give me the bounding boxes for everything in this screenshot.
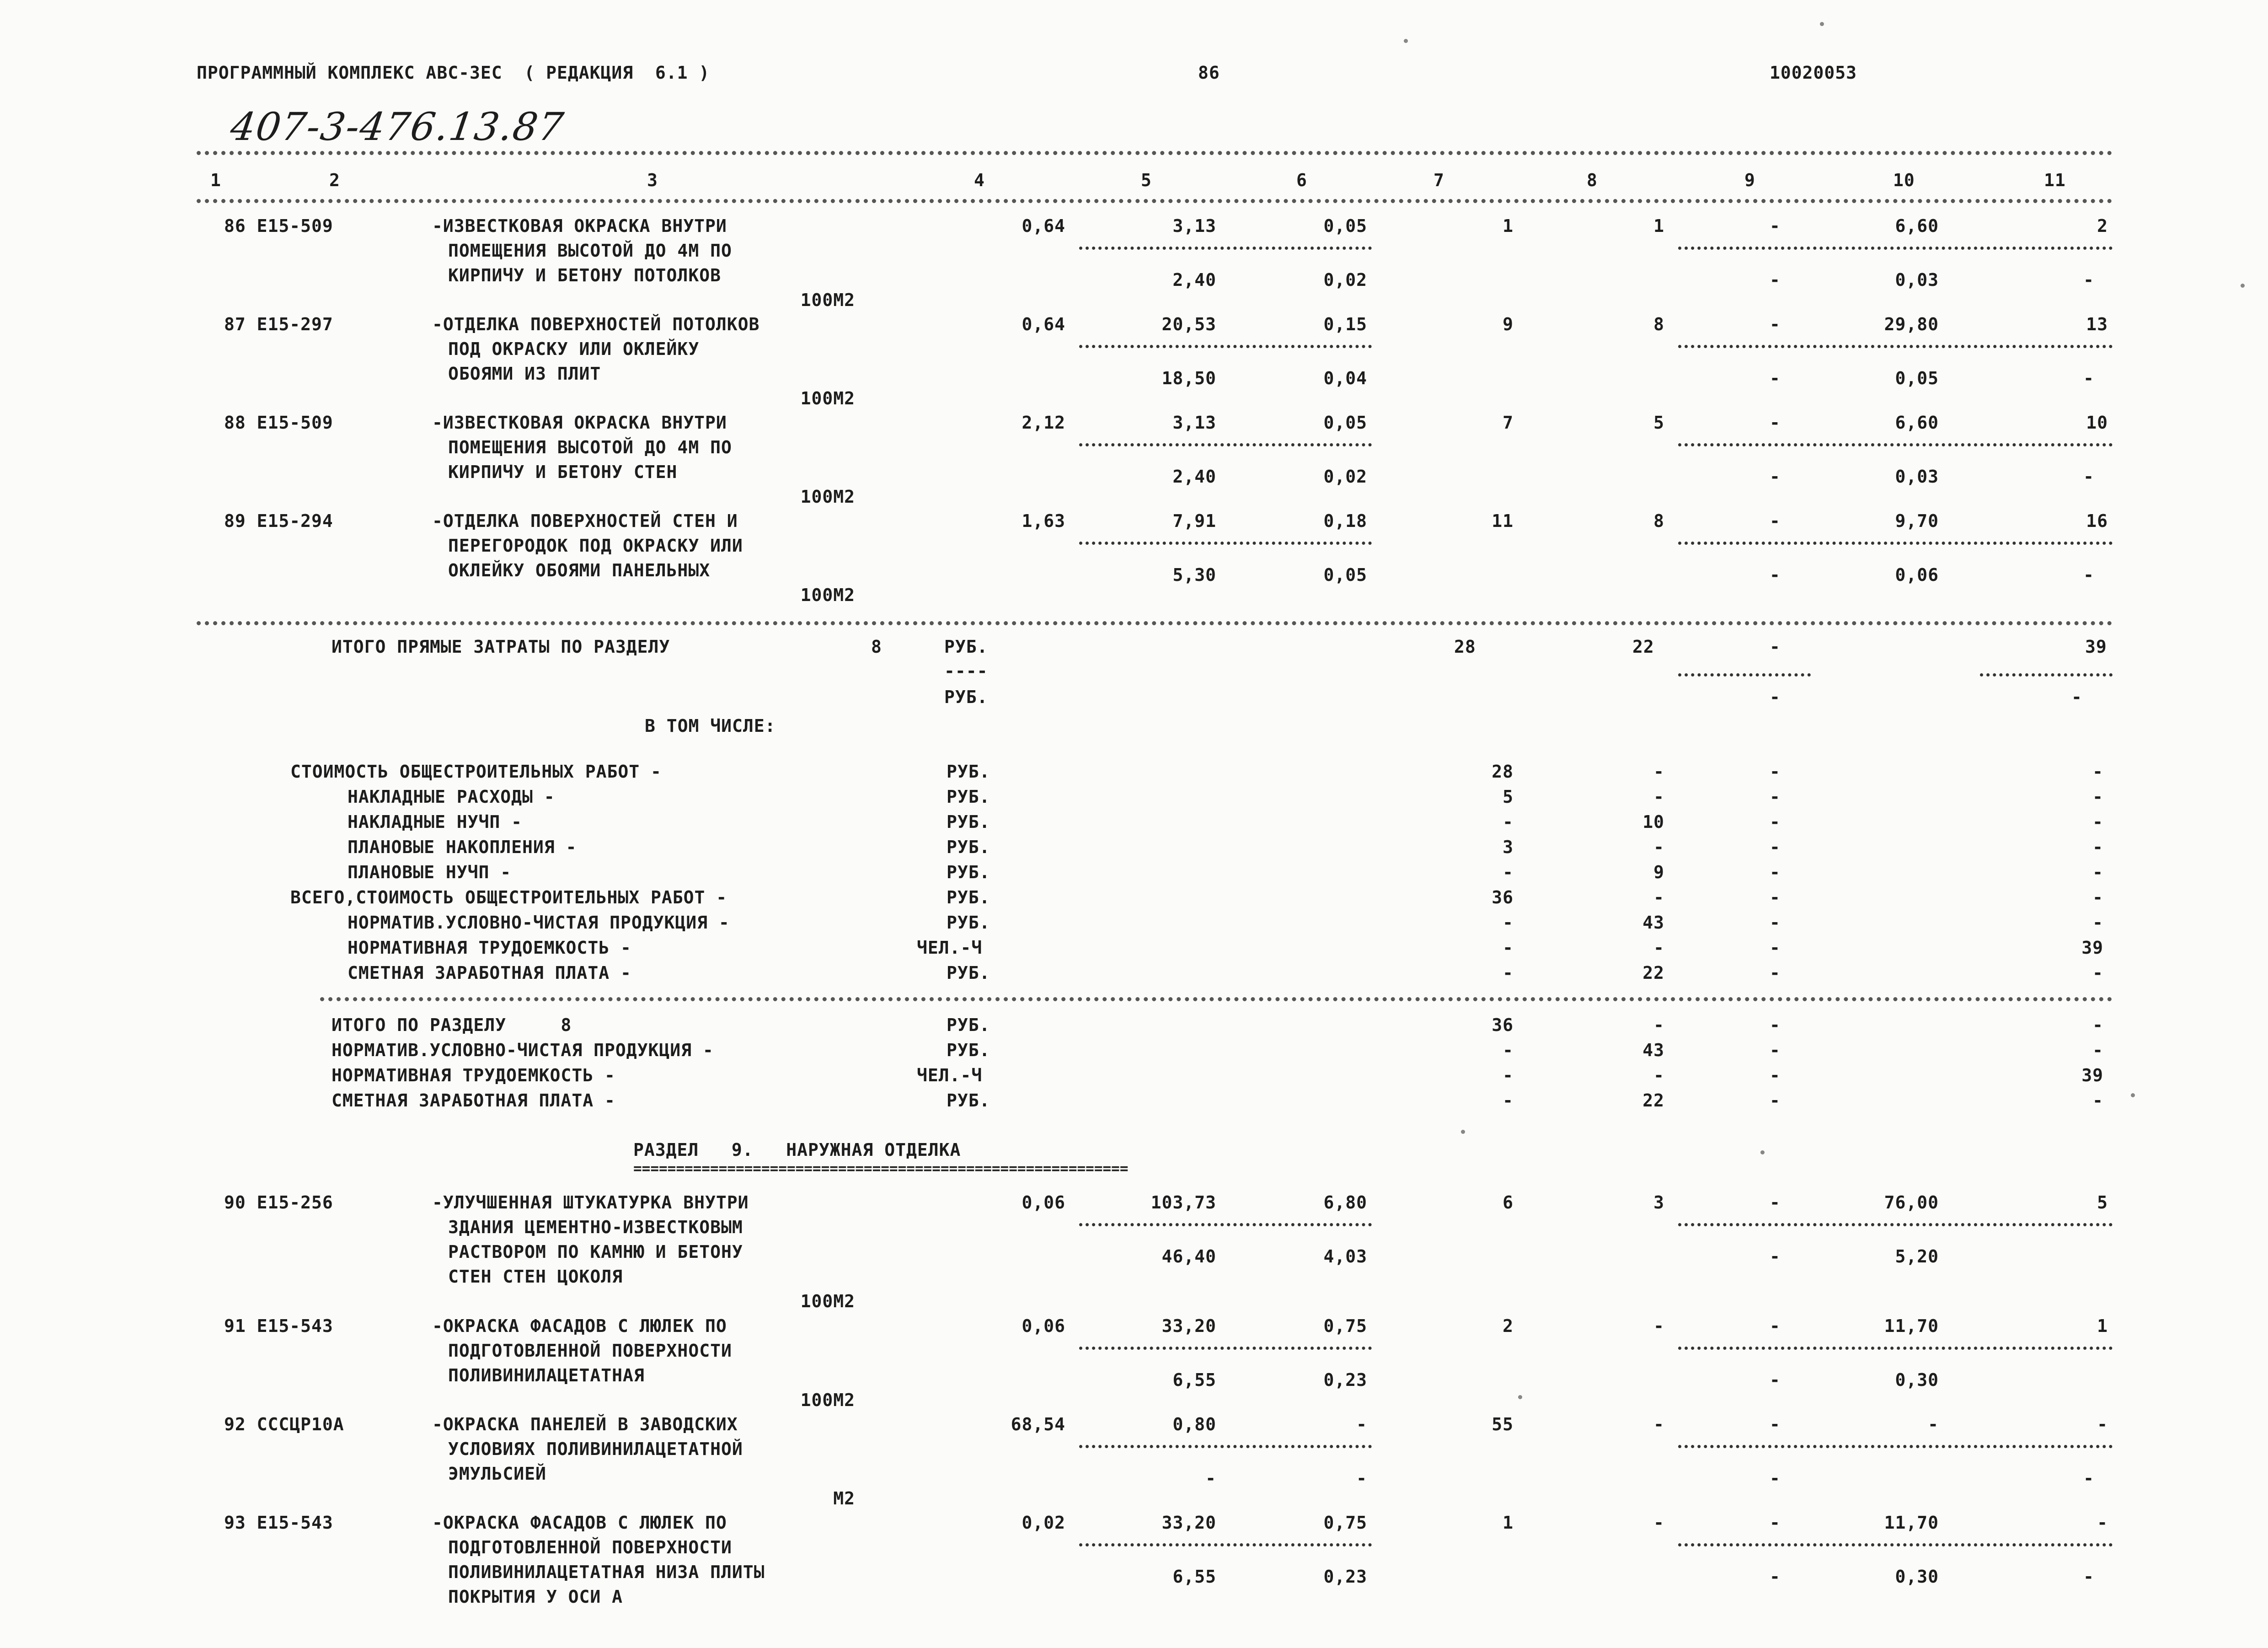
item-id: 90 Е15-256 xyxy=(224,1192,333,1213)
item-price-rule xyxy=(1079,1543,1372,1546)
section-total-c7: - xyxy=(1503,1065,1514,1085)
section-total-c9: - xyxy=(1770,1040,1781,1060)
item-cost-total: 1 xyxy=(1503,1513,1514,1533)
item-price-rule xyxy=(1079,1223,1372,1226)
item-description-line: ПОД ОКРАСКУ ИЛИ ОКЛЕЙКУ xyxy=(448,339,700,359)
item-total-labor-a: - xyxy=(2097,1414,2108,1434)
item-description-line: ПЕРЕГОРОДОК ПОД ОКРАСКУ ИЛИ xyxy=(448,536,743,556)
breakdown-unit: ЧЕЛ.-Ч xyxy=(917,938,983,958)
section-total-c8: - xyxy=(1653,1065,1664,1085)
total-direct-c9-rule xyxy=(1678,673,1811,676)
item-price-total: 33,20 xyxy=(1161,1316,1216,1336)
item-unit: 100М2 xyxy=(800,290,855,310)
item-cost-wages: 8 xyxy=(1653,314,1664,334)
breakdown-c7: - xyxy=(1503,938,1514,958)
breakdown-c9: - xyxy=(1770,963,1781,983)
item-price-machines: - xyxy=(1356,1414,1367,1434)
item-cost-rule xyxy=(1678,1445,2113,1448)
breakdown-c9: - xyxy=(1770,837,1781,857)
item-price-machines: 0,75 xyxy=(1323,1513,1367,1533)
breakdown-label: НАКЛАДНЫЕ РАСХОДЫ - xyxy=(348,787,555,807)
item-cost-total: 6 xyxy=(1503,1192,1514,1213)
item-cost-total: 9 xyxy=(1503,314,1514,334)
item-price-total: 33,20 xyxy=(1161,1513,1216,1533)
breakdown-c11: - xyxy=(2092,913,2103,933)
breakdown-label: ПЛАНОВЫЕ НУЧП - xyxy=(348,862,512,882)
item-id: 92 СССЦР10А xyxy=(224,1414,344,1434)
item-price-machine-wages: 0,02 xyxy=(1323,467,1367,487)
item-norm-b: 0,03 xyxy=(1895,270,1939,290)
breakdown-c9: - xyxy=(1770,887,1781,907)
breakdown-c11: 39 xyxy=(2081,938,2103,958)
section-total-c7: - xyxy=(1503,1040,1514,1060)
item-description-line: ЗДАНИЯ ЦЕМЕНТНО-ИЗВЕСТКОВЫМ xyxy=(448,1217,743,1237)
total-direct-c11-rule xyxy=(1980,673,2113,676)
breakdown-c9: - xyxy=(1770,812,1781,832)
item-labor-a: - xyxy=(1770,413,1781,433)
item-unit: М2 xyxy=(833,1488,855,1508)
item-quantity: 0,64 xyxy=(1022,216,1065,236)
breakdown-c8: 10 xyxy=(1642,812,1664,832)
col-11-header: 11 xyxy=(2044,170,2066,190)
section-total-c9: - xyxy=(1770,1015,1781,1035)
item-description-line: ПОМЕЩЕНИЯ ВЫСОТОЙ ДО 4М ПО xyxy=(448,241,732,261)
item-description-line: -УЛУЧШЕННАЯ ШТУКАТУРКА ВНУТРИ xyxy=(432,1192,749,1213)
item-unit: 100М2 xyxy=(800,585,855,605)
breakdown-unit: РУБ. xyxy=(947,812,990,832)
item-labor-a: - xyxy=(1770,216,1781,236)
item-price-rule xyxy=(1079,542,1372,545)
breakdown-c8: - xyxy=(1653,938,1664,958)
item-unit: 100М2 xyxy=(800,1291,855,1311)
item-norm-a: - xyxy=(1928,1414,1939,1434)
item-cost-rule xyxy=(1678,1347,2113,1350)
item-cost-rule xyxy=(1678,1543,2113,1546)
breakdown-c8: 22 xyxy=(1642,963,1664,983)
item-description-line: -ИЗВЕСТКОВАЯ ОКРАСКА ВНУТРИ xyxy=(432,413,727,433)
item-price-rule xyxy=(1079,247,1372,250)
breakdown-c7: 36 xyxy=(1492,887,1514,907)
total-direct-c11b: - xyxy=(2071,687,2082,707)
item-labor-a: - xyxy=(1770,1513,1781,1533)
item-description-line: КИРПИЧУ И БЕТОНУ СТЕН xyxy=(448,462,678,482)
item-price-wages: 5,30 xyxy=(1172,565,1216,585)
item-price-wages: 18,50 xyxy=(1161,368,1216,388)
item-id: 93 Е15-543 xyxy=(224,1513,333,1533)
item-cost-rule xyxy=(1678,542,2113,545)
item-cost-rule xyxy=(1678,1223,2113,1226)
total-direct-c9b: - xyxy=(1770,687,1781,707)
breakdown-c8: - xyxy=(1653,762,1664,782)
breakdown-c11: - xyxy=(2092,862,2103,882)
item-cost-wages: 8 xyxy=(1653,511,1664,531)
section-total-unit: ЧЕЛ.-Ч xyxy=(917,1065,983,1085)
scan-speck xyxy=(1518,1395,1522,1399)
program-header: ПРОГРАММНЫЙ КОМПЛЕКС АВС-ЗЕС ( РЕДАКЦИЯ 6.1 ) xyxy=(197,63,710,83)
item-labor-a: - xyxy=(1770,1414,1781,1434)
item-total-labor-b: - xyxy=(2083,368,2094,388)
breakdown-unit: РУБ. xyxy=(947,862,990,882)
item-norm-a: 11,70 xyxy=(1884,1513,1939,1533)
scan-speck xyxy=(1820,22,1824,26)
item-price-machine-wages: 4,03 xyxy=(1323,1246,1367,1267)
breakdown-c8: - xyxy=(1653,837,1664,857)
section-total-c8: - xyxy=(1653,1015,1664,1035)
breakdown-c7: 5 xyxy=(1503,787,1514,807)
item-labor-a: - xyxy=(1770,511,1781,531)
total-direct-dash: ---- xyxy=(944,661,988,681)
item-unit: 100М2 xyxy=(800,388,855,408)
col-8-header: 8 xyxy=(1587,170,1598,190)
item-norm-a: 6,60 xyxy=(1895,216,1939,236)
item-cost-wages: - xyxy=(1653,1513,1664,1533)
section-total-unit: РУБ. xyxy=(947,1040,990,1060)
item-norm-b: 0,03 xyxy=(1895,467,1939,487)
item-quantity: 0,06 xyxy=(1022,1316,1065,1336)
item-norm-a: 76,00 xyxy=(1884,1192,1939,1213)
section-total-label: ИТОГО ПО РАЗДЕЛУ 8 xyxy=(332,1015,572,1035)
item-norm-a: 6,60 xyxy=(1895,413,1939,433)
item-total-labor-a: 2 xyxy=(2097,216,2108,236)
header-top-rule xyxy=(197,151,2113,155)
item-price-machines: 0,05 xyxy=(1323,413,1367,433)
item-cost-total: 1 xyxy=(1503,216,1514,236)
breakdown-c11: - xyxy=(2092,837,2103,857)
breakdown-label: ПЛАНОВЫЕ НАКОПЛЕНИЯ - xyxy=(348,837,577,857)
col-10-header: 10 xyxy=(1893,170,1915,190)
item-price-wages: 6,55 xyxy=(1172,1567,1216,1587)
item-price-wages: 2,40 xyxy=(1172,270,1216,290)
total-direct-section: 8 xyxy=(871,637,882,657)
total-direct-c11a: 39 xyxy=(2085,637,2107,657)
item-norm-a: 29,80 xyxy=(1884,314,1939,334)
item-unit: 100М2 xyxy=(800,1390,855,1410)
item-price-rule xyxy=(1079,1445,1372,1448)
item-price-machines: 0,15 xyxy=(1323,314,1367,334)
item-price-wages: - xyxy=(1205,1468,1216,1488)
item-price-machine-wages: 0,05 xyxy=(1323,565,1367,585)
breakdown-c7: - xyxy=(1503,963,1514,983)
document-code: 10020053 xyxy=(1770,63,1857,83)
item-quantity: 0,06 xyxy=(1022,1192,1065,1213)
item-description-line: ПОЛИВИНИЛАЦЕТАТНАЯ НИЗА ПЛИТЫ xyxy=(448,1562,765,1582)
breakdown-c7: 28 xyxy=(1492,762,1514,782)
scan-speck xyxy=(1404,39,1408,43)
section-total-c8: 22 xyxy=(1642,1090,1664,1111)
breakdown-label: СТОИМОСТЬ ОБЩЕСТРОИТЕЛЬНЫХ РАБОТ - xyxy=(290,762,662,782)
breakdown-c8: 43 xyxy=(1642,913,1664,933)
breakdown-c8: 9 xyxy=(1653,862,1664,882)
item-cost-total: 55 xyxy=(1492,1414,1514,1434)
col-1-header: 1 xyxy=(210,170,221,190)
item-description-line: ОБОЯМИ ИЗ ПЛИТ xyxy=(448,364,601,384)
breakdown-label: НОРМАТИВНАЯ ТРУДОЕМКОСТЬ - xyxy=(348,938,631,958)
breakdown-c11: - xyxy=(2092,762,2103,782)
item-total-labor-a: 13 xyxy=(2086,314,2108,334)
section-total-unit: РУБ. xyxy=(947,1090,990,1111)
item-price-total: 3,13 xyxy=(1172,216,1216,236)
item-price-total: 103,73 xyxy=(1150,1192,1216,1213)
breakdown-c9: - xyxy=(1770,787,1781,807)
scan-speck xyxy=(2241,284,2245,288)
breakdown-unit: РУБ. xyxy=(947,837,990,857)
breakdown-c7: - xyxy=(1503,812,1514,832)
item-cost-rule xyxy=(1678,345,2113,348)
page-number: 86 xyxy=(1198,63,1220,83)
total-direct-unit-2: РУБ. xyxy=(944,687,988,707)
item-cost-wages: - xyxy=(1653,1414,1664,1434)
item-total-labor-a: 5 xyxy=(2097,1192,2108,1213)
col-5-header: 5 xyxy=(1141,170,1152,190)
breakdown-label: НАКЛАДНЫЕ НУЧП - xyxy=(348,812,523,832)
section-total-c11: - xyxy=(2092,1015,2103,1035)
item-total-labor-b: - xyxy=(2083,565,2094,585)
item-total-labor-a: 10 xyxy=(2086,413,2108,433)
item-norm-b: 0,30 xyxy=(1895,1370,1939,1390)
col-6-header: 6 xyxy=(1296,170,1307,190)
item-description-line: ПОМЕЩЕНИЯ ВЫСОТОЙ ДО 4М ПО xyxy=(448,437,732,457)
item-labor-b: - xyxy=(1770,1468,1781,1488)
col-3-header: 3 xyxy=(647,170,658,190)
item-description-line: СТЕН СТЕН ЦОКОЛЯ xyxy=(448,1267,623,1287)
item-description-line: ОКЛЕЙКУ ОБОЯМИ ПАНЕЛЬНЫХ xyxy=(448,560,711,580)
item-labor-b: - xyxy=(1770,565,1781,585)
section-total-c9: - xyxy=(1770,1065,1781,1085)
item-cost-total: 11 xyxy=(1492,511,1514,531)
item-price-total: 7,91 xyxy=(1172,511,1216,531)
scan-speck xyxy=(2131,1093,2135,1097)
total-direct-c7: 28 xyxy=(1454,637,1476,657)
breakdown-c7: 3 xyxy=(1503,837,1514,857)
section-total-unit: РУБ. xyxy=(947,1015,990,1035)
breakdown-c7: - xyxy=(1503,913,1514,933)
item-price-machines: 0,05 xyxy=(1323,216,1367,236)
total-direct-c9a: - xyxy=(1770,637,1781,657)
item-cost-wages: - xyxy=(1653,1316,1664,1336)
item-quantity: 2,12 xyxy=(1022,413,1065,433)
item-price-machines: 0,75 xyxy=(1323,1316,1367,1336)
scan-speck xyxy=(1760,1150,1765,1154)
item-norm-a: 9,70 xyxy=(1895,511,1939,531)
col-9-header: 9 xyxy=(1744,170,1755,190)
total-top-rule xyxy=(197,621,2113,625)
breakdown-label: ВСЕГО,СТОИМОСТЬ ОБЩЕСТРОИТЕЛЬНЫХ РАБОТ - xyxy=(290,887,727,907)
section-total-c7: 36 xyxy=(1492,1015,1514,1035)
item-total-labor-b: - xyxy=(2083,1468,2094,1488)
section-9-underline: ========================================================== xyxy=(633,1160,1129,1177)
item-unit: 100М2 xyxy=(800,487,855,507)
section-total-c11: - xyxy=(2092,1090,2103,1111)
item-cost-rule xyxy=(1678,443,2113,446)
item-price-machine-wages: 0,23 xyxy=(1323,1567,1367,1587)
breakdown-c9: - xyxy=(1770,913,1781,933)
item-price-total: 3,13 xyxy=(1172,413,1216,433)
item-quantity: 68,54 xyxy=(1011,1414,1065,1434)
breakdown-c7: - xyxy=(1503,862,1514,882)
item-price-machine-wages: - xyxy=(1356,1468,1367,1488)
breakdown-label: СМЕТНАЯ ЗАРАБОТНАЯ ПЛАТА - xyxy=(348,963,631,983)
item-price-total: 20,53 xyxy=(1161,314,1216,334)
item-price-machine-wages: 0,02 xyxy=(1323,270,1367,290)
section-total-label: НОРМАТИВ.УСЛОВНО-ЧИСТАЯ ПРОДУКЦИЯ - xyxy=(332,1040,714,1060)
item-quantity: 0,02 xyxy=(1022,1513,1065,1533)
item-description-line: -ОКРАСКА ПАНЕЛЕЙ В ЗАВОДСКИХ xyxy=(432,1414,738,1434)
item-cost-wages: 5 xyxy=(1653,413,1664,433)
item-norm-a: 11,70 xyxy=(1884,1316,1939,1336)
breakdown-c9: - xyxy=(1770,938,1781,958)
item-description-line: РАСТВОРОМ ПО КАМНЮ И БЕТОНУ xyxy=(448,1242,743,1262)
section-total-c11: - xyxy=(2092,1040,2103,1060)
item-total-labor-a: 16 xyxy=(2086,511,2108,531)
section-9-title: РАЗДЕЛ 9. НАРУЖНАЯ ОТДЕЛКА xyxy=(633,1140,961,1160)
breakdown-unit: РУБ. xyxy=(947,913,990,933)
scan-speck xyxy=(1461,1130,1465,1134)
item-price-wages: 6,55 xyxy=(1172,1370,1216,1390)
breakdown-c11: - xyxy=(2092,887,2103,907)
breakdown-c11: - xyxy=(2092,812,2103,832)
item-price-rule xyxy=(1079,443,1372,446)
item-description-line: -ИЗВЕСТКОВАЯ ОКРАСКА ВНУТРИ xyxy=(432,216,727,236)
item-labor-b: - xyxy=(1770,1370,1781,1390)
item-price-machine-wages: 0,04 xyxy=(1323,368,1367,388)
item-total-labor-a: - xyxy=(2097,1513,2108,1533)
section-total-c11: 39 xyxy=(2081,1065,2103,1085)
item-description-line: -ОТДЕЛКА ПОВЕРХНОСТЕЙ ПОТОЛКОВ xyxy=(432,314,760,334)
col-4-header: 4 xyxy=(974,170,985,190)
section-total-c8: 43 xyxy=(1642,1040,1664,1060)
including-heading: В ТОМ ЧИСЛЕ: xyxy=(645,716,776,736)
item-total-labor-b: - xyxy=(2083,1567,2094,1587)
item-description-line: ПОЛИВИНИЛАЦЕТАТНАЯ xyxy=(448,1365,645,1385)
item-norm-b: 0,30 xyxy=(1895,1567,1939,1587)
total-direct-unit: РУБ. xyxy=(944,637,988,657)
breakdown-label: НОРМАТИВ.УСЛОВНО-ЧИСТАЯ ПРОДУКЦИЯ - xyxy=(348,913,730,933)
item-norm-b: 0,06 xyxy=(1895,565,1939,585)
item-labor-b: - xyxy=(1770,368,1781,388)
breakdown-unit: РУБ. xyxy=(947,762,990,782)
item-cost-rule xyxy=(1678,247,2113,250)
section-total-rule xyxy=(320,997,2113,1001)
item-cost-total: 7 xyxy=(1503,413,1514,433)
item-labor-b: - xyxy=(1770,1567,1781,1587)
item-total-labor-b: - xyxy=(2083,467,2094,487)
item-quantity: 0,64 xyxy=(1022,314,1065,334)
section-total-c7: - xyxy=(1503,1090,1514,1111)
item-total-labor-b: - xyxy=(2083,270,2094,290)
item-quantity: 1,63 xyxy=(1022,511,1065,531)
total-direct-c8: 22 xyxy=(1632,637,1654,657)
breakdown-c8: - xyxy=(1653,887,1664,907)
item-labor-a: - xyxy=(1770,314,1781,334)
section-total-label: НОРМАТИВНАЯ ТРУДОЕМКОСТЬ - xyxy=(332,1065,615,1085)
item-price-wages: 46,40 xyxy=(1161,1246,1216,1267)
breakdown-c11: - xyxy=(2092,787,2103,807)
item-cost-wages: 3 xyxy=(1653,1192,1664,1213)
col-7-header: 7 xyxy=(1434,170,1444,190)
item-description-line: ЭМУЛЬСИЕЙ xyxy=(448,1464,546,1484)
breakdown-c8: - xyxy=(1653,787,1664,807)
item-id: 86 Е15-509 xyxy=(224,216,333,236)
item-price-total: 0,80 xyxy=(1172,1414,1216,1434)
breakdown-unit: РУБ. xyxy=(947,887,990,907)
item-price-wages: 2,40 xyxy=(1172,467,1216,487)
item-id: 87 Е15-297 xyxy=(224,314,333,334)
item-description-line: УСЛОВИЯХ ПОЛИВИНИЛАЦЕТАТНОЙ xyxy=(448,1439,743,1459)
item-price-rule xyxy=(1079,1347,1372,1350)
item-labor-a: - xyxy=(1770,1316,1781,1336)
item-description-line: -ОКРАСКА ФАСАДОВ С ЛЮЛЕК ПО xyxy=(432,1513,727,1533)
item-labor-b: - xyxy=(1770,1246,1781,1267)
breakdown-c9: - xyxy=(1770,762,1781,782)
breakdown-unit: РУБ. xyxy=(947,963,990,983)
item-id: 91 Е15-543 xyxy=(224,1316,333,1336)
item-description-line: -ОТДЕЛКА ПОВЕРХНОСТЕЙ СТЕН И xyxy=(432,511,738,531)
item-cost-total: 2 xyxy=(1503,1316,1514,1336)
item-id: 89 Е15-294 xyxy=(224,511,333,531)
item-description-line: ПОКРЫТИЯ У ОСИ А xyxy=(448,1587,623,1607)
col-2-header: 2 xyxy=(329,170,340,190)
item-description-line: ПОДГОТОВЛЕННОЙ ПОВЕРХНОСТИ xyxy=(448,1537,732,1557)
item-price-machines: 0,18 xyxy=(1323,511,1367,531)
breakdown-unit: РУБ. xyxy=(947,787,990,807)
item-description-line: ПОДГОТОВЛЕННОЙ ПОВЕРХНОСТИ xyxy=(448,1341,732,1361)
item-price-machines: 6,80 xyxy=(1323,1192,1367,1213)
item-description-line: -ОКРАСКА ФАСАДОВ С ЛЮЛЕК ПО xyxy=(432,1316,727,1336)
section-total-c9: - xyxy=(1770,1090,1781,1111)
item-id: 88 Е15-509 xyxy=(224,413,333,433)
item-labor-b: - xyxy=(1770,270,1781,290)
item-price-rule xyxy=(1079,345,1372,348)
item-labor-a: - xyxy=(1770,1192,1781,1213)
item-cost-wages: 1 xyxy=(1653,216,1664,236)
section-total-label: СМЕТНАЯ ЗАРАБОТНАЯ ПЛАТА - xyxy=(332,1090,615,1111)
breakdown-c11: - xyxy=(2092,963,2103,983)
item-description-line: КИРПИЧУ И БЕТОНУ ПОТОЛКОВ xyxy=(448,265,721,285)
item-norm-b: 5,20 xyxy=(1895,1246,1939,1267)
total-direct-label: ИТОГО ПРЯМЫЕ ЗАТРАТЫ ПО РАЗДЕЛУ xyxy=(332,637,670,657)
item-labor-b: - xyxy=(1770,467,1781,487)
item-total-labor-a: 1 xyxy=(2097,1316,2108,1336)
breakdown-c9: - xyxy=(1770,862,1781,882)
header-bottom-rule xyxy=(197,199,2113,203)
handwritten-project-number: 407-3-476.13.87 xyxy=(228,104,567,149)
item-norm-b: 0,05 xyxy=(1895,368,1939,388)
item-price-machine-wages: 0,23 xyxy=(1323,1370,1367,1390)
